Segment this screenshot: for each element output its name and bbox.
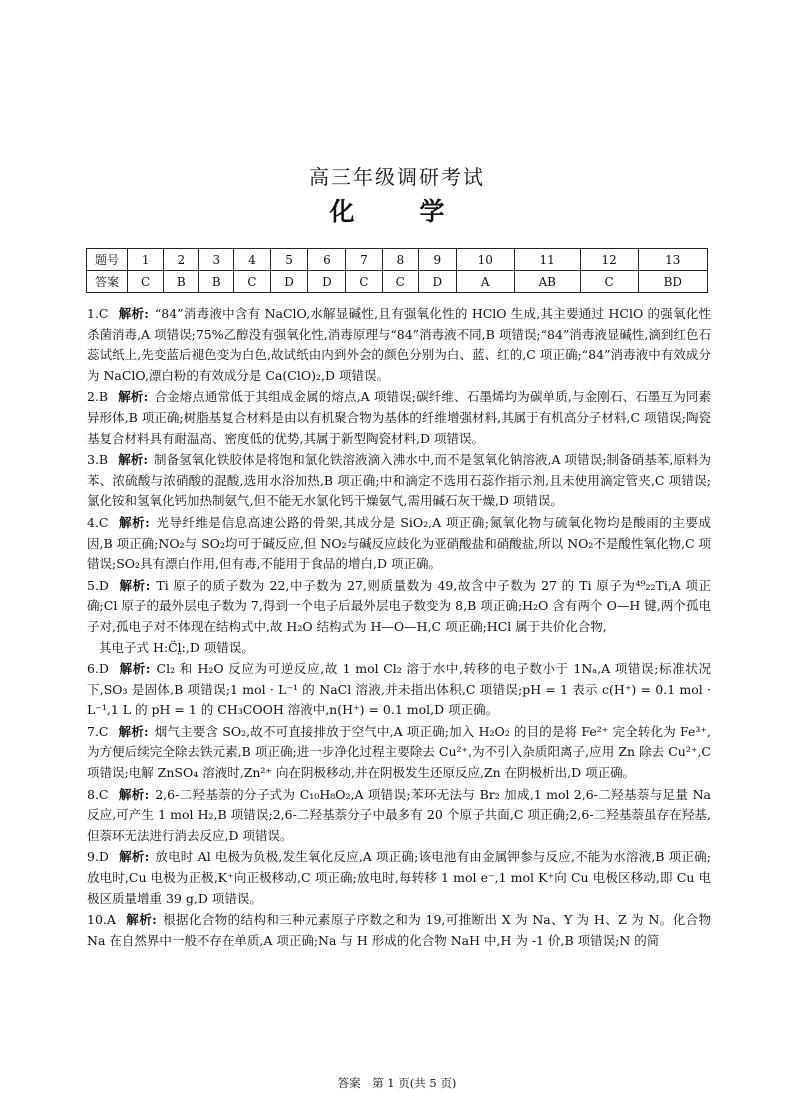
item-number: 9.D xyxy=(87,849,109,865)
explanation-item xyxy=(87,910,711,951)
explanation-item xyxy=(87,722,711,784)
question-number: 13 xyxy=(638,249,707,271)
question-number: 7 xyxy=(346,249,382,271)
explanation-item xyxy=(87,387,711,449)
page-footer: 答案 第 1 页(共 5 页) xyxy=(337,1076,457,1090)
item-number: 10.A xyxy=(87,912,116,928)
answer-cell: C xyxy=(346,271,382,293)
row-label-question: 题号 xyxy=(87,249,128,271)
item-number: 7.C xyxy=(87,723,109,739)
answer-cell: D xyxy=(270,271,308,293)
item-text: “84”消毒液中含有 NaClO,水解显碱性,且有强氧化性的 HClO 生成,其主要通过 HClO 的强氧化性杀菌消毒,A 项错误;75%乙醇没有强氧化性,消毒原理与“84”消毒液不同,B 项错误;“84”消毒液显碱性,滴到红色石蕊试纸上,先变蓝后褪色变为白色,故试纸由内到外会的颜色分别为白、蓝、红的,C 项正确;“84”消毒液中有效成分为 NaClO,漂白粉的有效成分是 Ca(ClO)₂,D 项错误。 xyxy=(87,306,711,383)
explanations xyxy=(87,304,711,952)
answer-cell: C xyxy=(234,271,270,293)
item-number: 4.C xyxy=(87,514,109,530)
analysis-label: 解析: xyxy=(118,306,149,321)
answer-cell: BD xyxy=(638,271,707,293)
answer-row xyxy=(87,271,708,293)
question-number-row xyxy=(87,249,708,271)
explanation-item xyxy=(87,304,711,386)
question-number: 5 xyxy=(270,249,308,271)
answer-cell: B xyxy=(199,271,234,293)
item-text-continued: 其电子式 H:C̈l̤:,D 项错误。 xyxy=(99,639,254,655)
analysis-label: 解析: xyxy=(118,577,151,593)
item-text: 2,6-二羟基萘的分子式为 C₁₀H₈O₂,A 项错误;苯环无法与 Br₂ 加成,1 mol 2,6-二羟基萘与足量 Na 反应,可产生 1 mol H₂,B 项错误;2,6-二羟基萘分子中最多有 20 个原子共面,C 项正确;2,6-二羟基萘虽存在羟基,但萘环无法进行消去反应,D 项错误。 xyxy=(87,786,711,843)
exam-title: 高三年级调研考试 xyxy=(309,165,485,189)
question-number: 3 xyxy=(199,249,234,271)
item-number: 2.B xyxy=(87,389,109,405)
analysis-label: 解析: xyxy=(118,661,151,677)
item-text: 合金熔点通常低于其组成金属的熔点,A 项错误;碳纤维、石墨烯均为碳单质,与金刚石、石墨互为同素异形体,B 项正确;树脂基复合材料是由以有机聚合物为基体的纤维增强材料,其属于有机高分子材料,C 项错误;陶瓷基复合材料具有耐温高、密度低的优势,其属于新型陶瓷材料,D 项错误。 xyxy=(87,389,711,446)
question-number: 11 xyxy=(514,249,580,271)
analysis-label: 解析: xyxy=(118,849,150,865)
analysis-label: 解析: xyxy=(125,912,157,928)
question-number: 4 xyxy=(234,249,270,271)
answer-table xyxy=(86,248,708,293)
answer-cell: C xyxy=(128,271,164,293)
question-number: 6 xyxy=(308,249,346,271)
answer-cell: D xyxy=(308,271,346,293)
question-number: 2 xyxy=(164,249,199,271)
answer-cell: C xyxy=(382,271,418,293)
explanation-item xyxy=(87,785,711,847)
analysis-label: 解析: xyxy=(118,786,150,802)
row-label-answer: 答案 xyxy=(87,271,128,293)
item-number: 1.C xyxy=(87,306,109,321)
answer-cell: A xyxy=(456,271,514,293)
analysis-label: 解析: xyxy=(118,389,149,405)
answer-cell: B xyxy=(164,271,199,293)
explanation-item xyxy=(87,513,711,575)
item-number: 8.C xyxy=(87,786,109,802)
answer-cell: D xyxy=(418,271,456,293)
question-number: 9 xyxy=(418,249,456,271)
item-text: Ti 原子的质子数为 22,中子数为 27,则质量数为 49,故含中子数为 27 的 Ti 原子为⁴⁹₂₂Ti,A 项正确;Cl 原子的最外层电子数为 7,得到一个电子后最外层电子数变为 8,B 项正确;H₂O 含有两个 O—H 键,两个孤电子对,孤电子对不体现在结构式中,故 H₂O 结构式为 H—O—H,C 项正确;HCl 属于共价化合物, xyxy=(87,577,711,634)
item-number: 6.D xyxy=(87,661,109,677)
analysis-label: 解析: xyxy=(118,452,148,468)
item-text: 制备氢氧化铁胶体是将饱和氯化铁溶液滴入沸水中,而不是氢氧化钠溶液,A 项错误;制备硝基苯,原料为苯、浓硫酸与浓硝酸的混酸,选用水浴加热,B 项正确;中和滴定不选用石蕊作指示剂,且未使用滴定管夹,C 项错误;氯化铵和氢氧化钙加热制氨气,但不能无水氯化钙干燥氨气,需用碱石灰干燥,D 项错误。 xyxy=(87,452,711,509)
explanation-item xyxy=(87,450,711,512)
question-number: 1 xyxy=(128,249,164,271)
answer-cell: AB xyxy=(514,271,580,293)
question-number: 10 xyxy=(456,249,514,271)
exam-subject: 化 学 xyxy=(329,197,465,226)
answer-cell: C xyxy=(580,271,638,293)
item-text: Cl₂ 和 H₂O 反应为可逆反应,故 1 mol Cl₂ 溶于水中,转移的电子数小于 1Nₐ,A 项错误;标准状况下,SO₃ 是固体,B 项错误;1 mol · L⁻¹ 的 NaCl 溶液,并未指出体积,C 项错误;pH = 1 表示 c(H⁺) = 0.1 mol · L⁻¹,1 L 的 pH = 1 的 CH₃COOH 溶液中,n(H⁺) = 0.1 mol,D 项正确。 xyxy=(87,661,711,718)
item-text: 根据化合物的结构和三种元素原子序数之和为 19,可推断出 X 为 Na、Y 为 H、Z 为 N。化合物 Na 在自然界中一般不存在单质,A 项正确;Na 与 H 形成的化合物 NaH 中,H 为 -1 价,B 项错误;N 的简 xyxy=(87,912,711,948)
question-number: 12 xyxy=(580,249,638,271)
explanation-item xyxy=(87,847,711,909)
explanation-item xyxy=(87,659,711,721)
item-number: 3.B xyxy=(87,452,109,468)
item-text: 烟气主要含 SO₂,故不可直接排放于空气中,A 项正确;加入 H₂O₂ 的目的是将 Fe²⁺ 完全转化为 Fe³⁺,为方便后续完全除去铁元素,B 项正确;进一步净化过程主要除去 Cu²⁺,为不引入杂质阳离子,应用 Zn 除去 Cu²⁺,C 项错误;电解 ZnSO₄ 溶液时,Zn²⁺ 向在阴极移动,并在阴极发生还原反应,Zn 在阴极析出,D 项正确。 xyxy=(87,723,711,781)
analysis-label: 解析: xyxy=(118,514,150,530)
explanation-item xyxy=(87,576,711,658)
analysis-label: 解析: xyxy=(118,723,149,739)
item-text: 放电时 Al 电极为负极,发生氧化反应,A 项正确;该电池有由金属钾参与反应,不能为水溶液,B 项正确;放电时,Cu 电极为正极,K⁺向正极移动,C 项正确;放电时,每转移 1 mol e⁻,1 mol K⁺向 Cu 电极区移动,即 Cu 电极区质量增重 39 g,D 项错误。 xyxy=(87,849,711,906)
item-number: 5.D xyxy=(87,577,109,593)
item-text: 光导纤维是信息高速公路的骨架,其成分是 SiO₂,A 项正确;氮氧化物与硫氧化物均是酸雨的主要成因,B 项正确;NO₂与 SO₂均可于碱反应,但 NO₂与碱反应歧化为亚硝酸盐和硝酸盐,所以 NO₂不是酸性氧化物,C 项错误;SO₂具有漂白作用,但有毒,不能用于食品的增白,D 项正确。 xyxy=(87,514,711,572)
question-number: 8 xyxy=(382,249,418,271)
